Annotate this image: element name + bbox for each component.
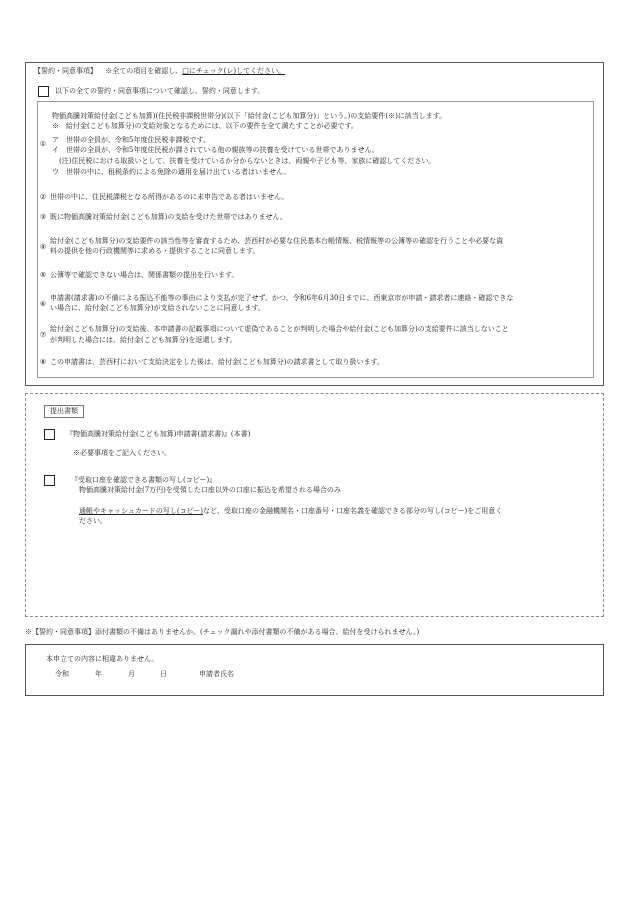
item1-condition-b: イ 世帯の全員が、令和5年度住民税が課されている他の親族等の扶養を受けている世帯でありません。 (52, 146, 379, 154)
item2-number: ② (39, 193, 47, 201)
document2-note (79, 507, 502, 516)
submission-documents-section (25, 393, 604, 617)
document2-note-underlined: 通帳やキャッシュカードの写し(コピー) (79, 507, 204, 515)
applicant-name-label: 申請者氏名 (199, 670, 234, 678)
document2-checkbox[interactable] (44, 475, 55, 486)
agree-all-label: 以下の全ての誓約・同意事項について確認し、誓約・同意します。 (55, 87, 265, 95)
consent-title: 【誓約・同意事項】 (34, 67, 97, 75)
item4-line2: 料の提供を他の行政機関等に求める・提供することに同意します。 (50, 247, 260, 255)
document1-checkbox[interactable] (44, 429, 55, 440)
signature-section (25, 644, 604, 696)
item1-number: ① (39, 140, 47, 148)
document2-note-line2: ださい。 (79, 517, 107, 525)
document2-label: 『受取口座を確認できる書類の写し(コピー)』 (71, 476, 217, 484)
consent-instruction-underlined: □にチェック(レ)してください。 (182, 67, 286, 75)
item6-line2: い場合に、給付金(こども加算分)が支給されないことに同意します。 (50, 304, 265, 312)
item1-line2: ※ 給付金(こども加算分)の支給対象となるためには、以下の要件を全て満たすことが必要です。 (52, 122, 358, 130)
submission-documents-title: 提出書類 (44, 405, 84, 418)
document2-condition: 物価高騰対策給付金(7万円)を受領した口座以外の口座に振込を希望される場合のみ (79, 486, 341, 494)
item7-number: ⑦ (39, 331, 47, 339)
item8-text: この申請書は、芸西村において支給決定をした後は、給付金(こども加算分)の請求書として取り扱います。 (50, 358, 384, 366)
item5-number: ⑤ (39, 271, 47, 279)
item7-line1: 給付金(こども加算分)の支給後、本申請書の記載事項について虚偽であることが判明した場合や給付金(こども加算分)の支給要件に該当しないこと (50, 325, 509, 333)
item6-line1: 申請書(請求書)の不備による振込不能等の事由により支払が完了せず、かつ、令和6年6月30日までに、西東京市が申請・請求者に連絡・確認できな (50, 294, 514, 302)
item1-condition-c: ウ 世帯の中に、租税条約による免除の適用を届け出ている者はいません。 (52, 168, 291, 176)
item2-text: 世帯の中に、住民税課税となる所得があるのに未申告である者はいません。 (50, 193, 289, 201)
signature-day: 日 (160, 670, 167, 678)
signature-month: 月 (128, 670, 135, 678)
item1-condition-a: ア 世帯の全員が、令和5年度住民税非課税です。 (52, 136, 210, 144)
item6-number: ⑥ (39, 300, 47, 308)
agree-all-checkbox[interactable] (38, 86, 49, 97)
document2-note-rest: など、受取口座の金融機関名・口座番号・口座名義を確認できる部分の写し(コピー)をご用意く (203, 507, 503, 515)
item1-line1: 物価高騰対策給付金(こども加算)(住民税非課税世帯分)(以下「給付金(こども加算分)」という。)の支給要件(※)に該当します。 (52, 112, 447, 120)
item3-number: ③ (39, 213, 47, 221)
signature-year: 年 (95, 670, 102, 678)
item1-note: (注)住民税における取扱いとして、扶養を受けているか分からないときは、両親や子ども等、家族に確認してください。 (59, 157, 436, 165)
document1-note: ※必要事項をご記入ください。 (73, 449, 171, 457)
item7-line2: が判明した場合には、給付金(こども加算分)を返還します。 (50, 336, 237, 344)
consent-instruction: ※全ての項目を確認し、 (105, 67, 183, 75)
item4-number: ④ (39, 243, 47, 251)
document1-label: 『物価高騰対策給付金(こども加算)申請書(請求書)』(本書) (66, 430, 251, 438)
item8-number: ⑧ (39, 358, 47, 366)
item4-line1: 給付金(こども加算分)の支給要件の該当性等を審査するため、芸西村が必要な住民基本台帳情報、税情報等の公簿等の確認を行うことや必要な資 (50, 237, 504, 245)
item5-text: 公簿等で確認できない場合は、関係書類の提出を行います。 (50, 271, 239, 279)
item3-text: 既に物価高騰対策給付金(こども加算)の支給を受けた世帯ではありません。 (50, 213, 287, 221)
signature-statement: 本申立ての内容に相違ありません。 (46, 655, 159, 663)
consent-header (34, 67, 285, 76)
signature-era: 令和 (55, 670, 69, 678)
warning-text: ※【誓約・同意事項】添付書類の不備はありませんか。(チェック漏れや添付書類の不備がある場合、給付を受けられません。) (25, 628, 420, 636)
